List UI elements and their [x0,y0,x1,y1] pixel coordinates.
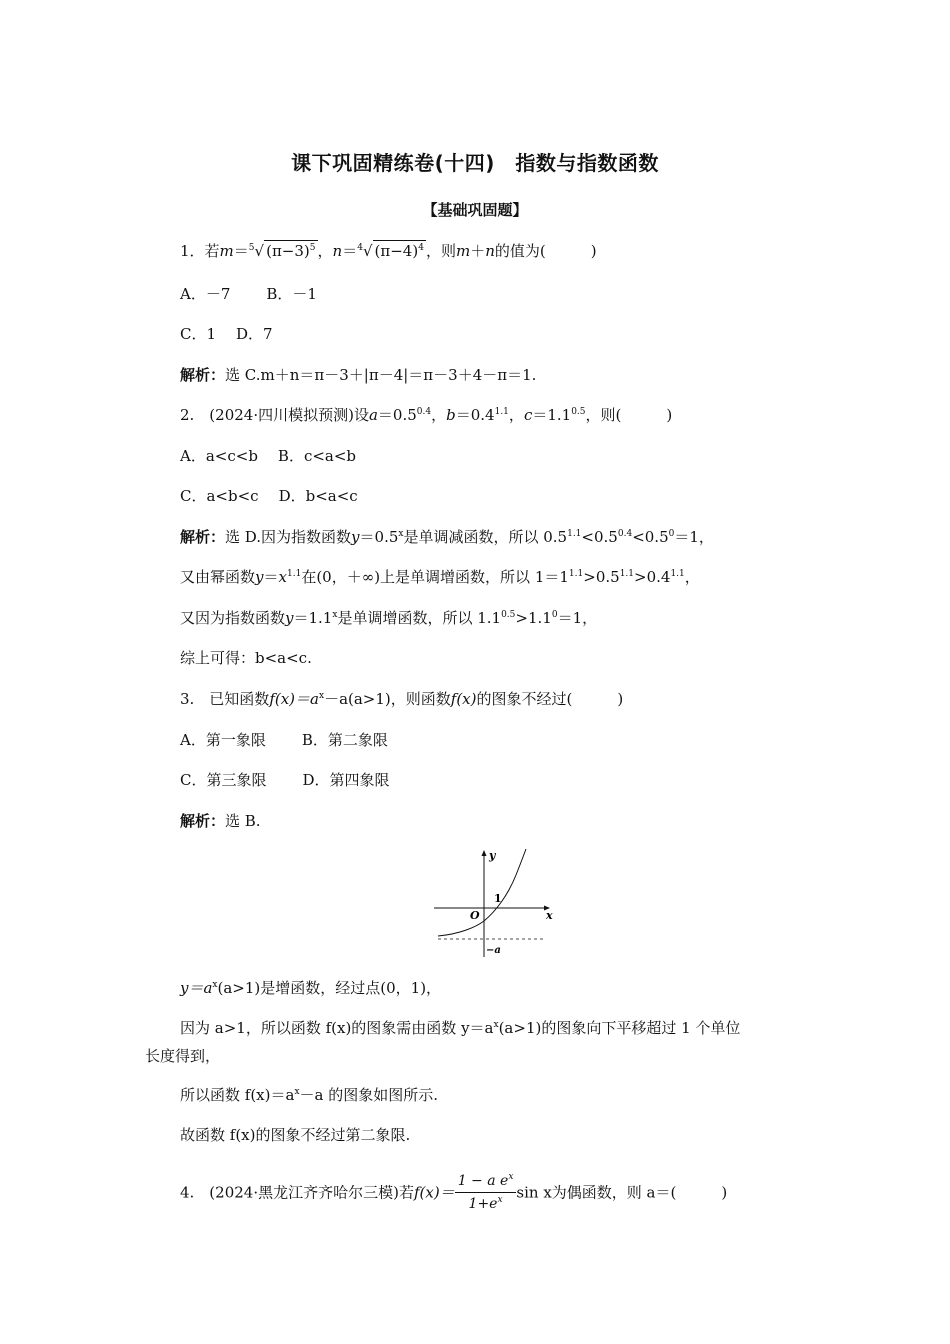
exponential-curve [438,849,526,936]
question-2-options-cd: C．a<b<c D．b<a<c [180,487,358,505]
y-axis-label: y [489,849,496,862]
fraction [455,1170,517,1215]
question-4: 4. (2024·黑龙江齐齐哈尔三模)若f(x)＝ $\frac{1 - a e^x}{1+e^x}$ sin x为偶函数，则 a＝( ) [180,1170,727,1215]
page-title: 课下巩固精练卷(十四) 指数与指数函数 [291,151,659,175]
question-2-answer-line-1: 解析：选 D.因为指数函数$y=0.5^x$是单调减函数，所以 $0.5^{1.1}<0.5^{0.4}<0.5^0=1$， [180,528,714,546]
question-1-answer: 解析：选 C.m＋n＝π－3＋|π－4|＝π－3＋4－π＝1. [180,366,537,384]
question-1: 1．若m＝$^5$√ $(\pi-3)^5$ ，n＝$^4$√ $(\pi-4)^4$ ，则m＋n的值为( ) [180,242,597,260]
question-2-conclusion: 综上可得：b<a<c. [180,649,312,667]
x-axis-label: x [546,909,553,922]
point-one-label: 1 [494,892,502,905]
radicand: $(\pi-4)^4$ [374,242,424,260]
neg-a-label: −a [486,945,501,956]
section-heading: 【基础巩固题】 [422,201,528,219]
radical-sign: √ [362,242,373,260]
question-3-explanation-2-cont: 长度得到， [145,1047,221,1065]
question-3-options-cd: C．第三象限 D．第四象限 [180,771,390,789]
question-3-explanation-3: 所以函数 $f(x)=a^x-a$ 的图象如图所示. [180,1086,438,1104]
question-2-answer-line-2: 又由幂函数$y=x^{1.1}$在(0，＋∞)上是单调增函数，所以 $1=1^{1.1}>0.5^{1.1}>0.4^{1.1}$， [180,568,700,586]
question-2: 2. (2024·四川模拟预测)设$a=0.5^{0.4}$，$b=0.4^{1.1}$，$c=1.1^{0.5}$，则( ) [180,406,673,424]
question-3-explanation-1: $y=a^x(a>1)$是增函数，经过点(0，1)， [180,979,442,997]
radical-sign: √ [254,242,265,260]
question-3: 3. 已知函数$f(x)=a^x-a(a>1)$，则函数f(x)的图象不经过( ) [180,690,624,708]
question-3-options-ab: A．第一象限 B．第二象限 [180,731,388,749]
fraction-numerator: 1 − a $e^x$ [455,1170,517,1193]
question-3-explanation-2: 因为 a>1，所以函数 f(x)的图象需由函数 $y=a^x(a>1)$的图象向下平移超过 1 个单位 [180,1019,741,1037]
question-3-explanation-4: 故函数 f(x)的图象不经过第二象限. [180,1126,411,1144]
question-3-answer: 解析：选 B. [180,812,261,830]
y-axis-arrow [482,850,487,856]
fraction-denominator: $1+e^x$ [468,1195,503,1212]
question-2-answer-line-3: 又因为指数函数$y=1.1^x$是单调增函数，所以 $1.1^{0.5}>1.1^0=1$， [180,609,598,627]
question-1-options-ab: A．－7 B．－1 [180,285,317,303]
origin-label: O [470,909,480,922]
question-2-options-ab: A．a<c<b B．c<a<b [180,447,357,465]
radicand: $(\pi-3)^5$ [266,242,316,260]
exponential-graph-figure [430,845,560,960]
question-1-options-cd: C．1 D．7 [180,325,273,343]
